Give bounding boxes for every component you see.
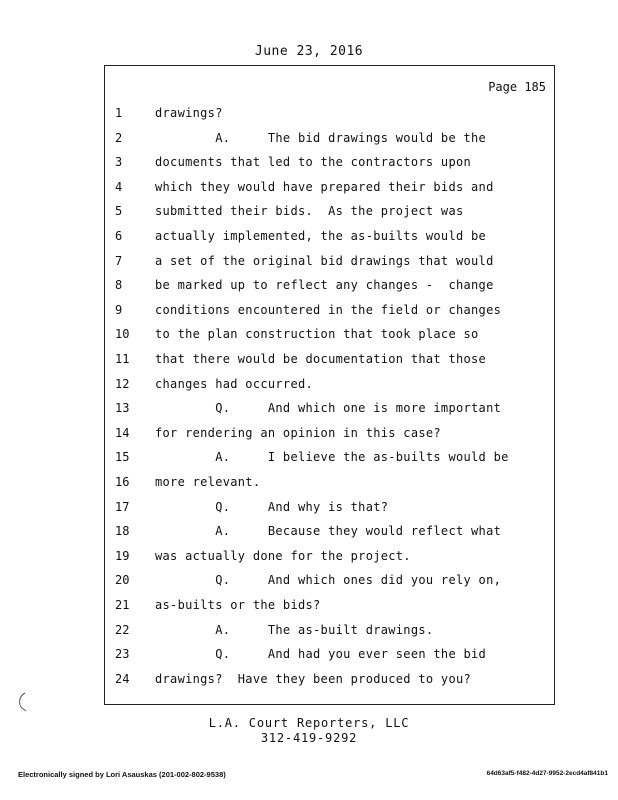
line-text: to the plan construction that took place so: [155, 327, 479, 342]
document-id: 64d63af5-f482-4d27-9952-2ecd4af841b1: [486, 770, 608, 777]
line-number: 3: [115, 155, 123, 170]
line-number: 12: [115, 376, 130, 391]
line-text: actually implemented, the as-builts would be: [155, 229, 487, 243]
line-text: Q. And which ones did you rely on,: [155, 573, 502, 588]
line-text: for rendering an opinion in this case?: [155, 425, 441, 440]
line-text: which they would have prepared their bids and: [155, 179, 494, 194]
line-text: Q. And why is that?: [155, 499, 389, 514]
line-number: 15: [115, 450, 130, 465]
line-number: 4: [115, 179, 123, 194]
line-number: 22: [115, 622, 130, 637]
line-number: 19: [115, 548, 130, 563]
binding-mark-icon: [16, 692, 28, 712]
court-reporter-phone: 312-419-9292: [260, 731, 358, 745]
electronic-signature-note: Electronically signed by Lori Asauskas (201-002-802-9538): [18, 770, 226, 779]
line-number: 2: [115, 130, 123, 145]
line-text: conditions encountered in the field or changes: [155, 302, 502, 317]
line-text: drawings? Have they been produced to you?: [155, 671, 472, 686]
line-number: 5: [115, 204, 123, 219]
line-text: Q. And had you ever seen the bid: [155, 647, 487, 662]
line-text: A. I believe the as-builts would be: [155, 450, 509, 465]
line-number: 8: [115, 278, 123, 293]
line-number: 20: [115, 573, 130, 588]
line-text: A. Because they would reflect what: [155, 524, 502, 539]
line-number: 11: [115, 352, 130, 366]
line-text: more relevant.: [155, 475, 261, 489]
line-text: A. The bid drawings would be the: [155, 130, 487, 145]
court-reporter-name: L.A. Court Reporters, LLC: [208, 716, 410, 730]
line-text: A. The as-built drawings.: [155, 622, 434, 637]
line-number: 23: [115, 647, 130, 662]
line-text: was actually done for the project.: [155, 548, 411, 563]
line-text: a set of the original bid drawings that would: [155, 253, 494, 268]
line-text: be marked up to reflect any changes - change: [155, 278, 494, 293]
line-number: 9: [115, 302, 123, 317]
line-text: documents that led to the contractors upon: [155, 155, 472, 170]
line-number: 10: [115, 327, 130, 342]
line-text: as-builts or the bids?: [155, 598, 321, 612]
line-number: 6: [115, 229, 123, 243]
line-text: that there would be documentation that those: [155, 352, 487, 366]
line-text: submitted their bids. As the project was: [155, 204, 464, 219]
line-text: Q. And which one is more important: [155, 401, 502, 416]
line-number: 17: [115, 499, 130, 514]
line-text: drawings?: [155, 106, 223, 120]
line-text: changes had occurred.: [155, 376, 314, 391]
line-number: 14: [115, 425, 130, 440]
transcript-page-box: [104, 65, 555, 705]
line-number: 21: [115, 598, 130, 612]
line-number: 16: [115, 475, 130, 489]
line-number: 24: [115, 671, 130, 686]
deposition-date: June 23, 2016: [254, 44, 364, 59]
line-number: 7: [115, 253, 123, 268]
page-number: Page 185: [488, 80, 546, 94]
line-number: 18: [115, 524, 130, 539]
line-number: 1: [115, 106, 123, 120]
line-number: 13: [115, 401, 130, 416]
